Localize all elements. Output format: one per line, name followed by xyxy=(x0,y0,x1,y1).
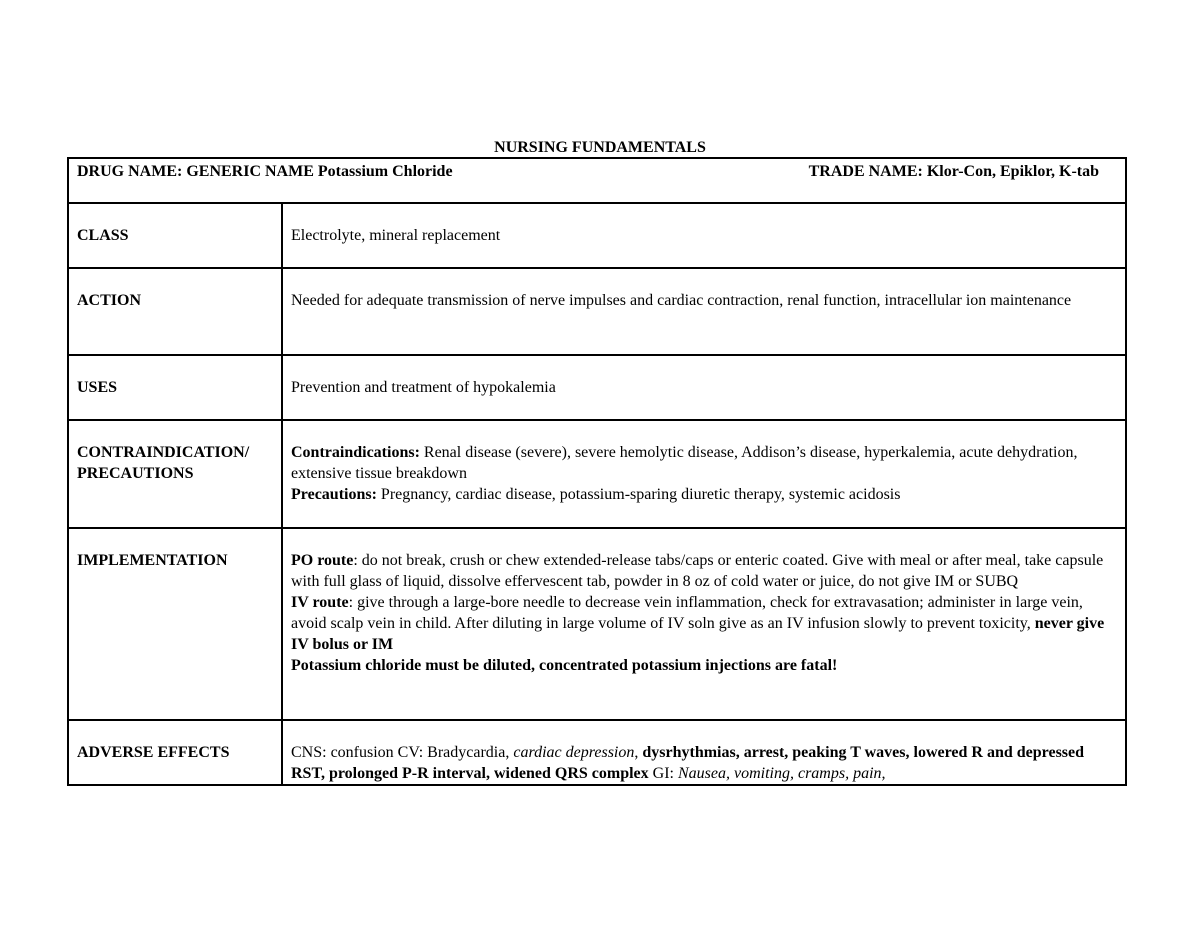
contra-label-line2: PRECAUTIONS xyxy=(77,465,194,482)
fatal-warning-text: Potassium chloride must be diluted, concentrated potassium injections are fatal! xyxy=(291,657,838,674)
fatal-warning xyxy=(291,655,1117,676)
adverse-content xyxy=(283,721,1125,784)
drug-name: DRUG NAME: GENERIC NAME Potassium Chloride xyxy=(77,163,453,180)
table-row-implementation xyxy=(68,528,1126,720)
row-label-cell xyxy=(68,203,282,268)
contra-content xyxy=(283,421,1125,505)
header-cell xyxy=(68,158,1126,203)
table-row-action xyxy=(68,268,1126,355)
class-label: CLASS xyxy=(77,227,129,244)
po-route-heading: PO route xyxy=(291,552,354,569)
row-label-cell xyxy=(68,528,282,720)
row-content-cell xyxy=(282,203,1126,268)
iv-bolus-warning: never give IV bolus or IM xyxy=(291,615,1105,653)
row-label-cell xyxy=(68,720,282,785)
adverse-cardiac-depression: cardiac depression xyxy=(513,744,635,761)
contra-label-line1: CONTRAINDICATION/ xyxy=(77,444,250,461)
row-label-cell xyxy=(68,268,282,355)
implementation-label: IMPLEMENTATION xyxy=(77,552,228,569)
uses-text: Prevention and treatment of hypokalemia xyxy=(291,379,556,396)
iv-route-body: : give through a large-bore needle to decrease vein inflammation, check for extravasation; administer in large vein, avoid scalp vein in child. After diluting in large volume of IV soln give as an IV infusion slowly to prevent toxicity, xyxy=(291,594,1083,632)
adverse-cns-cv: CNS: confusion CV: Bradycardia, xyxy=(291,744,514,761)
document-title: NURSING FUNDAMENTALS xyxy=(494,139,706,156)
table-row-adverse-effects xyxy=(68,720,1126,785)
table-row-contraindications xyxy=(68,420,1126,528)
contraindications-heading: Contraindications: xyxy=(291,444,420,461)
drug-card-table xyxy=(67,157,1127,786)
precautions-body: Pregnancy, cardiac disease, potassium-sparing diuretic therapy, systemic acidosis xyxy=(376,486,901,503)
action-text: Needed for adequate transmission of nerve impulses and cardiac contraction, renal function, intracellular ion maintenance xyxy=(291,292,1072,309)
row-label-cell xyxy=(68,355,282,420)
contraindications-body: Renal disease (severe), severe hemolytic disease, Addison’s disease, hyperkalemia, acute dehydration, extensive tissue breakdown xyxy=(291,444,1078,482)
header-row xyxy=(68,158,1126,203)
precautions-text xyxy=(291,484,1117,505)
row-content-cell xyxy=(282,268,1126,355)
table-row-uses xyxy=(68,355,1126,420)
adverse-gi-label: GI: xyxy=(648,765,678,782)
adverse-gi-text: Nausea, vomiting, cramps, pain, xyxy=(677,765,886,782)
adverse-comma: , xyxy=(634,744,643,761)
po-route-text xyxy=(291,550,1117,592)
contraindications-text xyxy=(291,442,1117,484)
action-label: ACTION xyxy=(77,292,142,309)
adverse-label: ADVERSE EFFECTS xyxy=(77,744,230,761)
po-route-body: : do not break, crush or chew extended-release tabs/caps or enteric coated. Give with meal or after meal, take capsule with full glass of liquid, dissolve effervescent tab, powder in 8 oz of cold water or juice, do not give IM or SUBQ xyxy=(291,552,1104,590)
row-content-cell xyxy=(282,720,1126,785)
row-content-cell xyxy=(282,355,1126,420)
row-label-cell xyxy=(68,420,282,528)
uses-label: USES xyxy=(77,379,118,396)
implementation-content xyxy=(283,529,1125,676)
iv-route-heading: IV route xyxy=(291,594,349,611)
iv-route-text xyxy=(291,592,1117,655)
adverse-cv-bold: dysrhythmias, arrest, peaking T waves, lowered R and depressed RST, prolonged P-R interval, widened QRS complex xyxy=(291,744,1085,782)
row-content-cell xyxy=(282,420,1126,528)
class-text: Electrolyte, mineral replacement xyxy=(291,227,501,244)
precautions-heading: Precautions: xyxy=(291,486,377,503)
row-content-cell xyxy=(282,528,1126,720)
contra-label xyxy=(69,421,281,484)
trade-name: TRADE NAME: Klor-Con, Epiklor, K-tab xyxy=(808,163,1099,180)
table-row-class xyxy=(68,203,1126,268)
